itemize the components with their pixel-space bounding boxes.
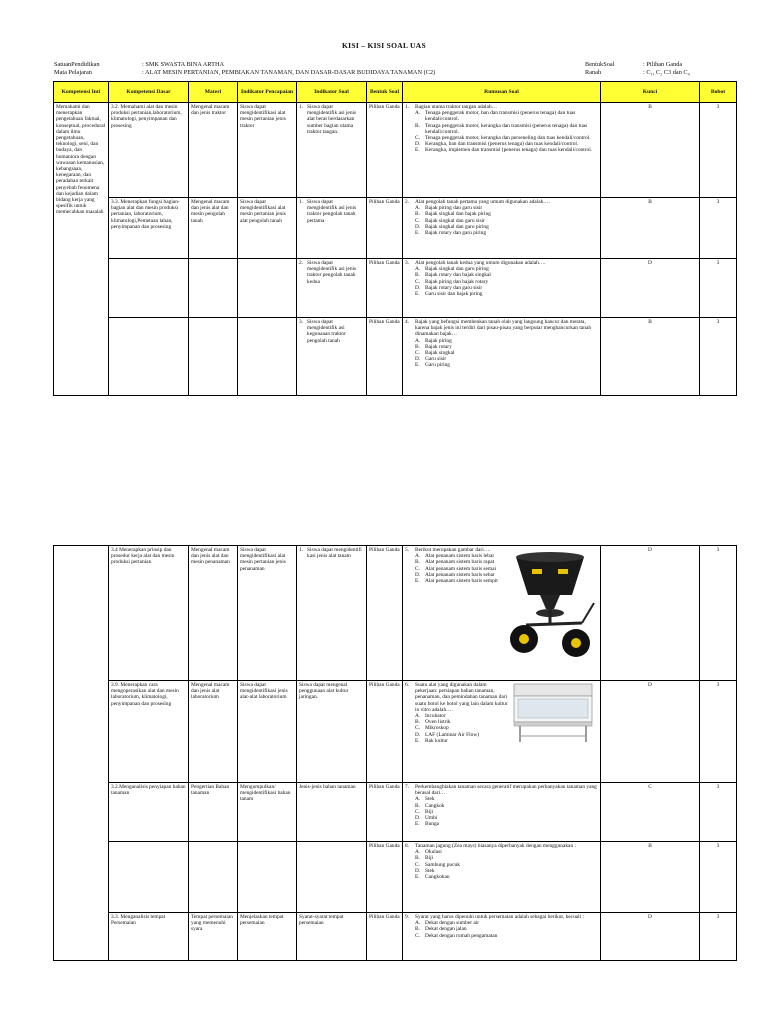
rumusan-cell [403,681,601,783]
indikator-pencapaian-cell: Siswa dapat mengidentifikasi alat mesin pertanian jenis traktor [238,103,297,198]
answer-option: D. Kerangka, ban dan transmisi (penerus tenaga) dan tuas kendali/control. [415,141,579,148]
kd-cell [109,842,189,913]
rumusan-cell [403,546,601,681]
bentuk-cell: Pilihan Ganda [367,318,403,396]
header-bentuk-soal: Bentuk Soal [367,82,403,103]
answer-option: E. Kerangka, implemen dan transmisi (penerus tenaga) dan tuas kendali/control. [415,147,593,154]
materi-cell: Mengenal macam dan jenis alat laboratorium [189,681,238,783]
meta-block-right-values [643,61,690,77]
header-kunci: Kunci [601,82,700,103]
materi-cell [189,259,238,318]
bobot-cell: 3 [700,198,737,259]
kd-cell [109,259,189,318]
kunci-cell: D [601,259,700,318]
header-rumusan-soal: Rumusan Soal [403,82,601,103]
answer-option: E. Bajak rotary dan garu piring [415,230,487,237]
indikator-pencapaian-cell: Siswa dapat mengidentifikasi alat mesin pertanian jenis penanaman [238,546,297,681]
mapel-label: Mata Pelajaran [54,69,92,76]
answer-option: C. Sambung pucuk [415,861,460,868]
ki-cell: Memahami dan menerapkan pengetahuan faktual, konseptual, procedural dalam ilmu pengetahuan, teknologi, seni, dan budaya, dan humaniora dengan wawasan kemanusian, kebangsaan, kenegaraan, dan peradaban terkait penyebab fenomena dan kejadian dalam bidang kerja yang spesifik untuk memecahkan masalah [54,103,109,396]
table-row [54,198,737,259]
materi-cell [189,318,238,396]
indikator-pencapaian-cell [238,318,297,396]
answer-option: E. Bunga [415,821,440,828]
answer-option: B. Cangkok [415,802,445,809]
answer-option: C. Bajak piring dan bajak rotary [415,278,489,285]
question-number: 5. [405,547,410,553]
header-materi: Materi [189,82,238,103]
meta-block-values [142,61,435,77]
kunci-cell: B [601,318,700,396]
answer-option: B. Tenaga penggerak motor, kerangka dan transmisi (penerus tenaga) dan tuas kendali/control. [415,122,588,135]
answer-option: E. Garu sisir dan bajak piring [415,291,483,298]
kunci-cell: B [601,103,700,198]
materi-cell: Pengertian Bahan tanaman [189,783,238,842]
bobot-cell: 3 [700,259,737,318]
kd-cell: 3.3. Menerapkan fungsi bagian-bagian alat dan mesin produksi pertanian, laboratorium, klimatologi,Pemetaan lahan, penyimpanan dan prosesing [109,198,189,259]
kisi-table-1 [53,81,737,396]
indikator-pencapaian-cell: Menjelaskan tempat persemaian [238,913,297,961]
satuan-value: : SMK SWASTA BINA ARTHA [142,61,225,68]
bentuk-cell: Pilihan Ganda [367,913,403,961]
question-number: 9. [405,914,410,920]
materi-cell: Mengenal macam dan jenis alat dan mesin pengolah tanah [189,198,238,259]
ranah-value: : C₁, C₂ C3 dan C₄ [643,69,690,76]
meta-block-right [585,61,614,77]
table-row [54,842,737,913]
indikator-soal-cell: 1. Siswa dapat mengidentifi kasi jenis alat tanam [297,546,367,681]
answer-option: D. Stek [415,867,435,874]
kunci-cell: C [601,783,700,842]
question-text: Bajak yang befungsi membenkan tanah olah yang langsung hancur dan merata, karena bajak jenis ini terdiri dari pisau-pisau yang berputar menghancurkan tanah dinamakan bajak… [415,319,592,338]
materi-cell: Tempat persemaian yang memenuhi syara [189,913,238,961]
question-number: 7. [405,784,410,790]
header-kd: Kompetensi Dasar [109,82,189,103]
bobot-cell: 3 [700,318,737,396]
indikator-soal-cell: 3. Siswa dapat mengidentifik asi kegunaaan traktor pengolah tanah [297,318,367,396]
header-bobot: Bobot [700,82,737,103]
answer-option: D. Bajak singkal dan garu piring [415,223,489,230]
bobot-cell: 3 [700,681,737,783]
mapel-value: : ALAT MESIN PERTANIAN, PEMBIAKAN TANAMAN, DAN DASAR-DASAR BUDIDAYA TANAMAN (C2) [142,69,436,76]
indikator-pencapaian-cell: Mengumpulkan/ mengidentifikasi bahan tanam [238,783,297,842]
ranah-label: Ranah [585,69,602,76]
rumusan-cell [403,913,601,961]
answer-option: D. Garu sisir [415,356,447,363]
bentuk-cell: Pilihan Ganda [367,783,403,842]
question-text: Tanaman jagung (Zea mays) biasanya diperbanyak dengan menggunakan : [415,843,576,849]
kunci-cell: D [601,681,700,783]
bobot-cell: 3 [700,783,737,842]
answer-option: A. Alat penanam sistem baris lebar [415,553,495,560]
answer-option: B. Bajak singkal dan bajak piring [415,211,491,218]
satuan-label: SatuanPendidikan [54,61,100,68]
answer-option: E. Rak kultur [415,737,448,744]
kunci-cell: D [601,546,700,681]
bobot-cell: 3 [700,842,737,913]
rumusan-cell [403,103,601,198]
bentuk-cell: Pilihan Ganda [367,259,403,318]
header-indikator-pencapaian: Indikator Pencapaian [238,82,297,103]
question-text: Perkembangbiakan tanaman secara generatif merupakan perbanyakan tanaman yang berasal dari… [415,784,597,797]
kd-cell: 3.9. Menerapkan cara mengoperasikan alat dan mesin laboratorium, klimatologi, penyimpanan dan prosesing [109,681,189,783]
answer-option: B. Biji [415,855,434,862]
question-text: Alat pengolah tanah kedua yang umum digunakan adalah…. [415,260,546,266]
question-number: 8. [405,843,410,849]
answer-option: A. Stek [415,796,435,803]
indikator-soal-cell: Syarat-syarat tempat persemaian [297,913,367,961]
kisi-table-2 [53,545,737,961]
table-row [54,783,737,842]
kunci-cell: B [601,198,700,259]
table-row [54,681,737,783]
bobot-cell: 3 [700,913,737,961]
indikator-num: 1. [299,104,304,110]
bentuk-cell: Pilihan Ganda [367,842,403,913]
bentuk-cell: Pilihan Ganda [367,546,403,681]
bentuk-cell: Pilihan Ganda [367,681,403,783]
kunci-cell: D [601,913,700,961]
indikator-soal-cell: 1. Siswa dapat mengidentifik asi jenis traktor pengolah tanah pertama [297,198,367,259]
indikator-soal-cell [297,103,367,198]
answer-option: C. Mikroskop [415,725,449,732]
answer-option: D. Alat penanam sistem baris sebar [415,571,495,578]
question-number: 1. [405,104,410,110]
answer-option: B. Alat penanam sistem baris rapat [415,559,495,566]
answer-option: A. Bajak piring [415,337,452,344]
rumusan-cell [403,842,601,913]
kunci-cell: B [601,842,700,913]
rumusan-cell [403,198,601,259]
indikator-soal-cell: Jenis-jenis bahan tanaman [297,783,367,842]
question-text: Bagian utama traktor tangan adalah… [415,104,498,110]
table-row [54,259,737,318]
header-ki: Kompetensi Inti [54,82,109,103]
table-row [54,546,737,681]
answer-option: D. Umbi [415,815,438,822]
answer-option: E. Cangkokan [415,874,450,881]
indikator-pencapaian-cell [238,259,297,318]
answer-option: C. Biji [415,808,434,815]
question-text: Suatu alat yang digunakan dalam pekerjaan: persiapan bahan tanaman, penanaman, dan pemindahan tanaman dari suatu botol ke botol yang lain dalam kultur in vitro adalah…. [415,682,508,713]
meta-block-left [54,61,99,77]
answer-option: C. Bajak singkal dan garu sisir [415,217,485,224]
answer-option: A. Bajak singkal dan garu piring [415,266,489,273]
materi-cell [189,842,238,913]
materi-cell: Mengenal macam dan jenis alat dan mesin penanaman [189,546,238,681]
answer-option: B. Oven listrik [415,719,451,726]
question-text: Syarat yang harus dipenuhi untuk persemaian adalah sebagai berikut, kecuali : [415,914,584,920]
answer-option: E. Alat penanam sistem baris sempit [415,578,498,585]
question-number: 4. [405,319,410,325]
answer-option: E. Garu piring [415,362,451,369]
rumusan-cell [403,318,601,396]
indikator-text: Siswa dapat mengidentifik asi jenis alat berat berdasarkan sumber bagian utama traktor tangan. [307,104,357,135]
kd-cell [109,318,189,396]
indikator-pencapaian-cell: Siswa dapat mengidentifikasi alat mesin pertanian jenis alat pengolah tanah [238,198,297,259]
kd-cell: 3.2. Memahami alat dan mesin produksi pertanian,laboratorium, klimatologi, penyimpanan dan prosesing [109,103,189,198]
page-title: KISI – KISI SOAL UAS [342,41,426,50]
bobot-cell: 3 [700,546,737,681]
bentuk-label: BentukSoal [585,61,615,68]
answer-option: A. Bajak piring dan garu sisir [415,205,483,212]
bentuk-cell: Pilihan Ganda [367,198,403,259]
indikator-soal-cell [297,842,367,913]
question-text: Berikut merupakan gambar dari…. [415,547,491,553]
answer-option: A. Dekat dengan sumber air [415,920,480,927]
kd-cell: 3.2.Menganalisis penyiapan bahan tanaman [109,783,189,842]
question-text: Alat pengolah tanah pertama yang umum digunakan adalah…. [415,199,551,205]
question-number: 3. [405,260,410,266]
answer-option: B. Bajak rotary dan bajak singkal [415,272,491,279]
answer-option: A. Incubator [415,713,446,720]
indikator-pencapaian-cell: Siswa dapat mengidentifikasi jenis alat-alat laboratorium [238,681,297,783]
answer-option: C. Dekat dengan rumah pengamatan [415,932,498,939]
bentuk-value: : Pilihan Ganda [643,61,683,68]
answer-option: A. Okulasi [415,849,442,856]
indikator-soal-cell: 2. Siswa dapat mengidentifik asi jenis traktor pengolah tanah kedua [297,259,367,318]
materi-cell: Mengenal macam dan jenis traktor [189,103,238,198]
seed-spreader-image [502,547,598,671]
kd-cell: 3.4 Menerapkan prinsip dan prosedur kerja alat dan mesin produksi pertanian [109,546,189,681]
bentuk-cell: Pilihan Ganda [367,103,403,198]
indikator-soal-cell: Siswa dapat mengenal penggunaan alat kultur jaringan. [297,681,367,783]
laminar-air-flow-image [508,682,598,744]
ki-cell-empty [54,546,109,961]
table-row [54,103,737,198]
rumusan-cell [403,783,601,842]
answer-option: C. Bajak singkal [415,350,455,357]
header-indikator-soal: Indikator Soal [297,82,367,103]
kd-cell: 3.3. Menganalisis tempat Persemaian [109,913,189,961]
question-number: 2. [405,199,410,205]
answer-option: D. Bajak rotary dan garu sisir [415,284,483,291]
table-row [54,318,737,396]
question-number: 6. [405,682,410,688]
answer-option: C. Alat penanam sistem baris semai [415,565,496,572]
bobot-cell: 3 [700,103,737,198]
answer-option: B. Dekat dengan jalan [415,926,467,933]
table-row [54,913,737,961]
answer-option: D. LAF (Laminar Air Flow) [415,731,480,738]
rumusan-cell [403,259,601,318]
answer-option: C. Tenaga penggerak motor, kerangka dan perseneling dan tuas kendali/control. [415,135,591,142]
answer-option: B. Bajak rotary [415,343,452,350]
indikator-pencapaian-cell [238,842,297,913]
answer-option: A. Tenaga penggerak motor, ban dan transmisi (penerus tenaga) dan tuas kendali/control. [415,110,576,123]
